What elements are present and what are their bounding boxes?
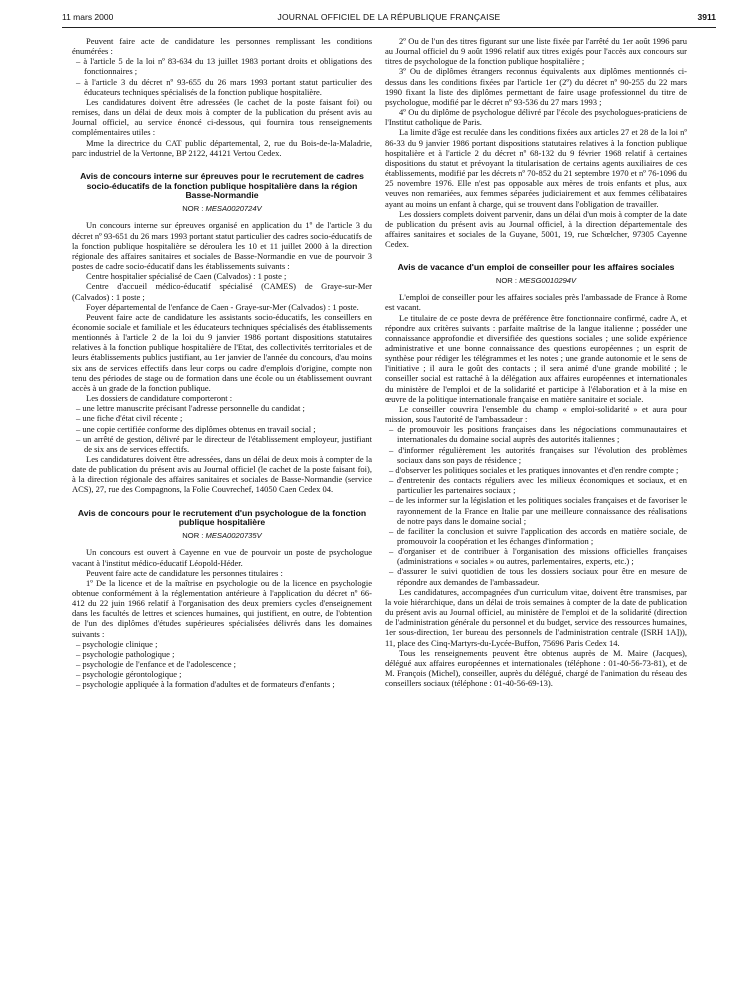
domains-list <box>72 639 372 690</box>
paragraph: 4º Ou du diplôme de psychologue délivré par l'école des psychologues-praticiens de l'Institut catholique de Paris. <box>385 107 687 128</box>
list-item: – un arrêté de gestion, délivré par le directeur de l'établissement employeur, justifiant de six ans de services effectifs. <box>72 434 372 454</box>
list-item: – une fiche d'état civil récente ; <box>72 413 372 423</box>
header-date: 11 mars 2000 <box>62 12 114 22</box>
paragraph: Centre d'accueil médico-éducatif spécialisé (CAMES) de Graye-sur-Mer (Calvados) : 1 poste ; <box>72 281 372 302</box>
nor-reference <box>385 276 687 286</box>
section-title: Avis de vacance d'un emploi de conseiller pour les affaires sociales <box>397 262 675 273</box>
list-item: – psychologie appliquée à la formation d'adultes et de formateurs d'enfants ; <box>72 679 372 689</box>
paragraph: Tous les renseignements peuvent être obtenus auprès de M. Maire (Jacques), délégué aux affaires européennes et internationales (téléphone : 01-40-56-73-81), et de M. François (Michel), conseiller, auprès du délégué, chargé de l'animation du réseau des conseillers sociaux (téléphone : 01-40-56-69-13). <box>385 647 687 689</box>
list-item: – psychologie gérontologique ; <box>72 669 372 679</box>
paragraph: Les candidatures doivent être adressées (le cachet de la poste faisant foi) ou remises, dans un délai de deux mois à compter de la publication du présent avis au Journal officiel, au service énoncé ci-dessous, qui fournira tous renseignements complémentaires utiles : <box>72 96 372 138</box>
paragraph: Peuvent faire acte de candidature les personnes titulaires : <box>86 567 283 578</box>
list-item: – d'observer les politiques sociales et les pratiques innovantes et d'en rendre compte ; <box>385 465 687 475</box>
paragraph: Foyer départemental de l'enfance de Caen - Graye-sur-Mer (Calvados) : 1 poste. <box>86 301 359 312</box>
paragraph: Un concours interne sur épreuves organisé en application du 1º de l'article 3 du décret nº 93-651 du 26 mars 1993 portant statut particulier des cadres socio-éducatifs de la fonction publique hospitalière se déroulera les 10 et 11 juillet 2000 à la direction régionale des affaires sanitaires et sociales de Basse-Normandie en vue de pourvoir 3 postes de cadre socio-éducatif dans les établissements suivants : <box>72 220 372 272</box>
paragraph: 2º Ou de l'un des titres figurant sur une liste fixée par l'arrêté du 1er août 1996 paru au Journal officiel du 9 août 1996 relatif aux titres exigés pour l'accès aux concours sur titres de psychologue de la fonction publique hospitalière ; <box>385 36 687 67</box>
nor-reference <box>72 531 372 541</box>
section-title: Avis de concours pour le recrutement d'un psychologue de la fonction publique hospitalière <box>77 507 367 528</box>
paragraph: Les dossiers complets doivent parvenir, dans un délai d'un mois à compter de la date de publication du présent avis au Journal officiel, à la direction départementale des affaires sanitaires et sociales de la Guyane, 5001, 19, rue Schœlcher, 97305 Cayenne Cedex. <box>385 208 687 250</box>
list-item: – psychologie de l'enfance et de l'adolescence ; <box>72 659 372 669</box>
list-item: – à l'article 3 du décret nº 93-655 du 26 mars 1993 portant statut particulier des éducateurs techniques spécialisés de la fonction publique hospitalière. <box>72 77 372 97</box>
paragraph: Le conseiller couvrira l'ensemble du champ « emploi-solidarité » et aura pour mission, sous l'autorité de l'ambassadeur : <box>385 403 687 425</box>
nor-label: NOR : <box>495 276 517 286</box>
list-item: – une copie certifiée conforme des diplômes obtenus en travail social ; <box>72 424 372 434</box>
paragraph: Centre hospitalier spécialisé de Caen (Calvados) : 1 poste ; <box>86 271 287 282</box>
nor-reference <box>72 204 372 214</box>
paragraph: 3º Ou de diplômes étrangers reconnus équivalents aux diplômes mentionnés ci-dessus dans les conditions fixées par l'article 1er (2º) du décret nº 90-255 du 22 mars 1990 fixant la liste des diplômes permettant de faire usage professionnel du titre de psychologue, modifié par le décret nº 93-536 du 27 mars 1993 ; <box>385 66 687 107</box>
list-item: – à l'article 5 de la loi nº 83-634 du 13 juillet 1983 portant droits et obligations des fonctionnaires ; <box>72 56 372 76</box>
nor-label: NOR : <box>182 204 204 214</box>
paragraph: Un concours est ouvert à Cayenne en vue de pourvoir un poste de psychologue vacant à l'institut médico-éducatif Léopold-Héder. <box>72 547 372 568</box>
list-item: – une lettre manuscrite précisant l'adresse personnelle du candidat ; <box>72 403 372 413</box>
paragraph: 1º De la licence et de la maîtrise en psychologie ou de la licence en psychologie obtenue conformément à la réglementation antérieure à l'application du décret nº 66-412 du 22 juin 1966 relatif à l'organisation des deux premiers cycles d'enseignement dans les facultés de lettres et sciences humaines, qui justifient, en outre, de l'obtention de l'un des diplômes d'études supérieures spécialisées délivrés dans les domaines suivants : <box>72 577 372 639</box>
list-item: – de faciliter la conclusion et suivre l'application des accords en matière sociale, de promouvoir la coopération et les échanges d'information ; <box>385 526 687 546</box>
paragraph: Peuvent faire acte de candidature les personnes remplissant les conditions énumérées : <box>72 36 372 57</box>
nor-code: MESA0020735V <box>205 531 262 541</box>
conditions-list <box>72 56 372 97</box>
list-item: – psychologie pathologique ; <box>72 649 372 659</box>
list-item: – d'assurer le suivi quotidien de tous les dossiers sociaux pour être en mesure de répondre aux demandes de l'ambassadeur. <box>385 566 687 586</box>
list-item: – d'entretenir des contacts réguliers avec les milieux économiques et sociaux, et en particulier les partenaires sociaux ; <box>385 475 687 495</box>
paragraph: Les dossiers de candidature comporteront : <box>86 393 233 404</box>
header-page-number: 3911 <box>697 12 716 22</box>
paragraph: L'emploi de conseiller pour les affaires sociales près l'ambassade de France à Rome est vacant. <box>385 292 687 313</box>
documents-list <box>72 403 372 454</box>
list-item: – de les informer sur la législation et les politiques sociales françaises et de favoriser le rayonnement de la France en Italie par une meilleure connaissance des réalisations de notre pays dans le domaine social ; <box>385 495 687 525</box>
left-column <box>72 36 372 690</box>
paragraph: La limite d'âge est reculée dans les conditions fixées aux articles 27 et 28 de la loi nº 86-33 du 9 janvier 1986 portant dispositions statutaires relatives à la fonction publique hospitalière et à l'article 2 du décret nº 68-132 du 9 février 1968 relatif à certaines dispositions du statut et prévoyant la titularisation de certains agents auxiliaires de ces établissements, modifié par les décrets nº 70-852 du 21 septembre 1970 et nº 76-1096 du 25 novembre 1976. Elle n'est pas opposable aux mères de trois enfants et plus, aux veuves non remariées, aux femmes séparées judiciairement et aux femmes célibataires ayant au moins un enfant à charge, qui se trouvent dans l'obligation de travailler. <box>385 127 687 209</box>
page-header <box>62 12 716 26</box>
paragraph: Mme la directrice du CAT public départemental, 2, rue du Bois-de-la-Maladrie, parc industriel de la Vertonne, BP 2122, 44121 Vertou Cedex. <box>72 137 372 158</box>
nor-code: MESA0020724V <box>205 204 262 214</box>
nor-code: MESG0010294V <box>519 276 577 286</box>
right-column <box>385 36 687 688</box>
header-title: JOURNAL OFFICIEL DE LA RÉPUBLIQUE FRANÇAISE <box>277 12 501 22</box>
header-rule <box>62 27 716 28</box>
paragraph: Les candidatures doivent être adressées, dans un délai de deux mois à compter de la date de publication du présent avis au Journal officiel (le cachet de la poste faisant foi), à la direction régionale des affaires sanitaires et sociales de Basse-Normandie (service ACS), 27, rue des Compagnons, la Folie Couvrechef, 14050 Caen Cedex 04. <box>72 454 372 495</box>
list-item: – d'organiser et de contribuer à l'organisation des missions officielles françaises (administrations « sociales » ou autres, parlementaires, experts, etc.) ; <box>385 546 687 566</box>
paragraph: Les candidatures, accompagnées d'un curriculum vitae, doivent être transmises, par la voie hiérarchique, dans un délai de trois semaines à compter de la date de publication du présent avis au Journal officiel, au ministère de l'emploi et de la solidarité (direction de l'administration générale du personnel et du budget, service des ressources humaines, 1er sous-direction, 1er bureau des personnels de l'administration centrale ([SRH 1A])), 11, place des Cinq-Martyrs-du-Lycée-Buffon, 75696 Paris Cedex 14. <box>385 586 687 648</box>
list-item: – de promouvoir les positions françaises dans les négociations communautaires et internationales du domaine social auprès des autorités italiennes ; <box>385 424 687 444</box>
paragraph: Peuvent faire acte de candidature les assistants socio-éducatifs, les conseillers en économie sociale et familiale et les éducateurs techniques spécialisés des établissements mentionnés à l'article 2 de la loi du 9 janvier 1986 portant dispositions statutaires relatives à la fonction publique hospitalière de l'Etat, des collectivités territoriales et de leurs établissements publics justifiant, au 1er janvier de l'année du concours, d'au moins six ans de services effectifs dans leur corps ou cadre d'emplois d'origine, compte non tenu des périodes de stage ou de formation dans une école ou un établissement ouvrant accès à un grade de la fonction publique. <box>72 311 372 393</box>
section-title: Avis de concours interne sur épreuves pour le recrutement de cadres socio-éducatifs de la fonction publique hospitalière dans la région Basse-Normandie <box>80 170 364 201</box>
nor-label: NOR : <box>182 531 204 541</box>
paragraph: Le titulaire de ce poste devra de préférence être fonctionnaire confirmé, cadre A, et répondre aux critères suivants : parfaite maîtrise de la langue italienne ; posséder une connaissance approfondie et diversifiée des questions sociales ; une solide expérience administrative et une bonne connaissance des questions européennes ; un esprit de synthèse pour rédiger les télégrammes et les notes ; une grande autonomie et le sens de l'initiative ; il aura le goût des contacts ; il sera animé d'une grande mobilité ; le conseiller social est rattaché à la délégation aux affaires européennes et internationales du ministère de l'emploi et de la solidarité et participe à l'élaboration et à la mise en œuvre de la politique internationale française en matière sanitaire et sociale. <box>385 312 687 404</box>
missions-list <box>385 424 687 587</box>
list-item: – d'informer régulièrement les autorités françaises sur l'évolution des problèmes sociaux dans son pays de résidence ; <box>385 445 687 465</box>
list-item: – psychologie clinique ; <box>72 639 372 649</box>
